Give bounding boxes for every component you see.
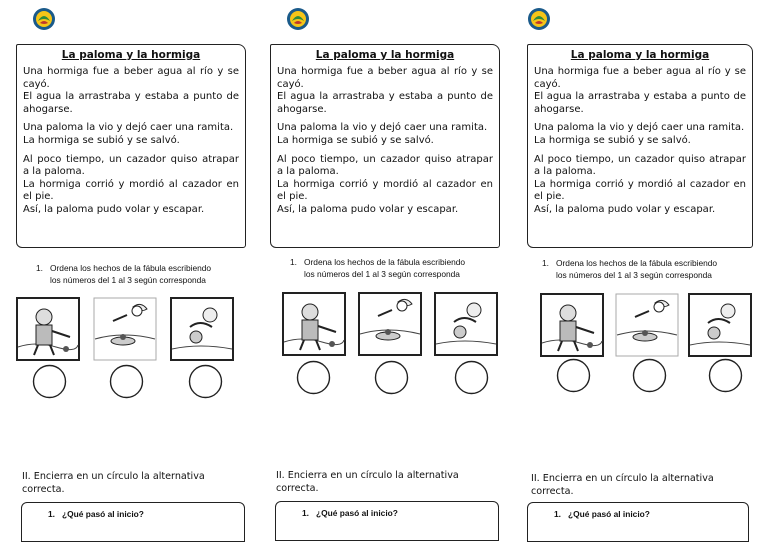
fable-line: Una hormiga fue a beber agua al río y se cayó.: [23, 66, 239, 90]
dove-ant-scene-icon: [434, 292, 498, 356]
answer-circle[interactable]: [32, 364, 67, 399]
school-logo-icon: [527, 7, 551, 31]
question-text: Ordena los hechos de la fábula escribiendo: [556, 258, 718, 268]
answer-circle[interactable]: [632, 358, 667, 393]
question-3-box: [527, 502, 749, 542]
question-3-box: [275, 501, 499, 541]
fable-line: La hormiga se subió y se salvó.: [534, 134, 691, 146]
question-number: 1.: [290, 257, 297, 267]
hunter-scene-icon: [282, 292, 346, 356]
question-text: II. Encierra en un círculo la alternativa: [276, 470, 459, 481]
question-2: [22, 470, 232, 496]
fable-title: La paloma y la hormiga: [570, 49, 710, 61]
fable-text-box: [16, 44, 246, 248]
dove-ant-scene-icon: [688, 293, 752, 357]
scene-images: [522, 293, 754, 359]
fable-line: Una paloma la vio y dejó caer una ramita.: [534, 122, 745, 134]
answer-circle[interactable]: [109, 364, 144, 399]
dove-branch-scene-icon: [93, 297, 157, 361]
fable-line: Así, la paloma pudo volar y escapar.: [277, 203, 459, 215]
question-text: correcta.: [531, 486, 574, 497]
question-1: [542, 257, 752, 281]
fable-line: El agua la arrastraba y estaba a punto de ahogarse.: [23, 91, 239, 115]
worksheet-copy-3: [522, 0, 754, 525]
school-logo-icon: [286, 7, 310, 31]
answer-circle[interactable]: [374, 360, 409, 395]
answer-circle[interactable]: [454, 360, 489, 395]
fable-line: Así, la paloma pudo volar y escapar.: [23, 203, 205, 215]
question-text: ¿Qué pasó al inicio?: [568, 509, 650, 519]
answer-circle[interactable]: [556, 358, 591, 393]
question-number: 1.: [48, 509, 55, 519]
dove-branch-scene-icon: [615, 293, 679, 357]
question-1: [290, 256, 500, 280]
scene-images: [16, 297, 248, 363]
question-text: los números del 1 al 3 según corresponda: [50, 275, 206, 285]
fable-line: Una paloma la vio y dejó caer una ramita.: [23, 122, 234, 134]
question-text: correcta.: [276, 483, 319, 494]
question-text: Ordena los hechos de la fábula escribiendo: [304, 257, 466, 267]
fable-title: La paloma y la hormiga: [315, 49, 455, 61]
question-text: los números del 1 al 3 según corresponda: [304, 269, 460, 279]
question-text: II. Encierra en un círculo la alternativa: [531, 473, 714, 484]
fable-line: El agua la arrastraba y estaba a punto de ahogarse.: [277, 91, 493, 115]
dove-branch-scene-icon: [358, 292, 422, 356]
answer-circle[interactable]: [708, 358, 743, 393]
hunter-scene-icon: [16, 297, 80, 361]
question-text: Ordena los hechos de la fábula escribiendo: [50, 263, 212, 273]
school-logo-icon: [32, 7, 56, 31]
fable-line: La hormiga corrió y mordió al cazador en el pie.: [534, 178, 746, 203]
fable-line: Una paloma la vio y dejó caer una ramita.: [277, 122, 488, 134]
fable-line: Al poco tiempo, un cazador quiso atrapar a la paloma.: [534, 153, 746, 178]
fable-line: La hormiga corrió y mordió al cazador en el pie.: [277, 178, 493, 203]
fable-line: La hormiga se subió y se salvó.: [23, 134, 180, 146]
fable-line: Al poco tiempo, un cazador quiso atrapar a la paloma.: [277, 153, 493, 178]
question-2: [531, 472, 741, 498]
worksheet-copy-2: [270, 0, 502, 525]
fable-title: La paloma y la hormiga: [61, 49, 201, 61]
answer-circle[interactable]: [188, 364, 223, 399]
worksheet-copy-1: [16, 0, 248, 525]
question-text: ¿Qué pasó al inicio?: [62, 509, 144, 519]
question-text: II. Encierra en un círculo la alternativa: [22, 471, 205, 482]
question-3-box: [21, 502, 245, 542]
fable-line: Al poco tiempo, un cazador quiso atrapar a la paloma.: [23, 153, 239, 178]
fable-line: La hormiga corrió y mordió al cazador en el pie.: [23, 178, 239, 203]
question-1: [36, 262, 246, 286]
dove-ant-scene-icon: [170, 297, 234, 361]
hunter-scene-icon: [540, 293, 604, 357]
answer-circle[interactable]: [296, 360, 331, 395]
fable-text-box: [527, 44, 753, 248]
fable-line: Una hormiga fue a beber agua al río y se cayó.: [277, 66, 493, 90]
scene-images: [270, 292, 502, 358]
question-text: correcta.: [22, 484, 65, 495]
question-text: los números del 1 al 3 según corresponda: [556, 270, 712, 280]
question-text: ¿Qué pasó al inicio?: [316, 508, 398, 518]
question-number: 1.: [542, 258, 549, 268]
fable-line: Una hormiga fue a beber agua al río y se cayó.: [534, 66, 746, 90]
question-number: 1.: [36, 263, 43, 273]
question-number: 1.: [302, 508, 309, 518]
question-2: [276, 469, 486, 495]
fable-line: El agua la arrastraba y estaba a punto de ahogarse.: [534, 91, 746, 115]
fable-text-box: [270, 44, 500, 248]
fable-line: La hormiga se subió y se salvó.: [277, 134, 434, 146]
question-number: 1.: [554, 509, 561, 519]
fable-line: Así, la paloma pudo volar y escapar.: [534, 203, 716, 215]
